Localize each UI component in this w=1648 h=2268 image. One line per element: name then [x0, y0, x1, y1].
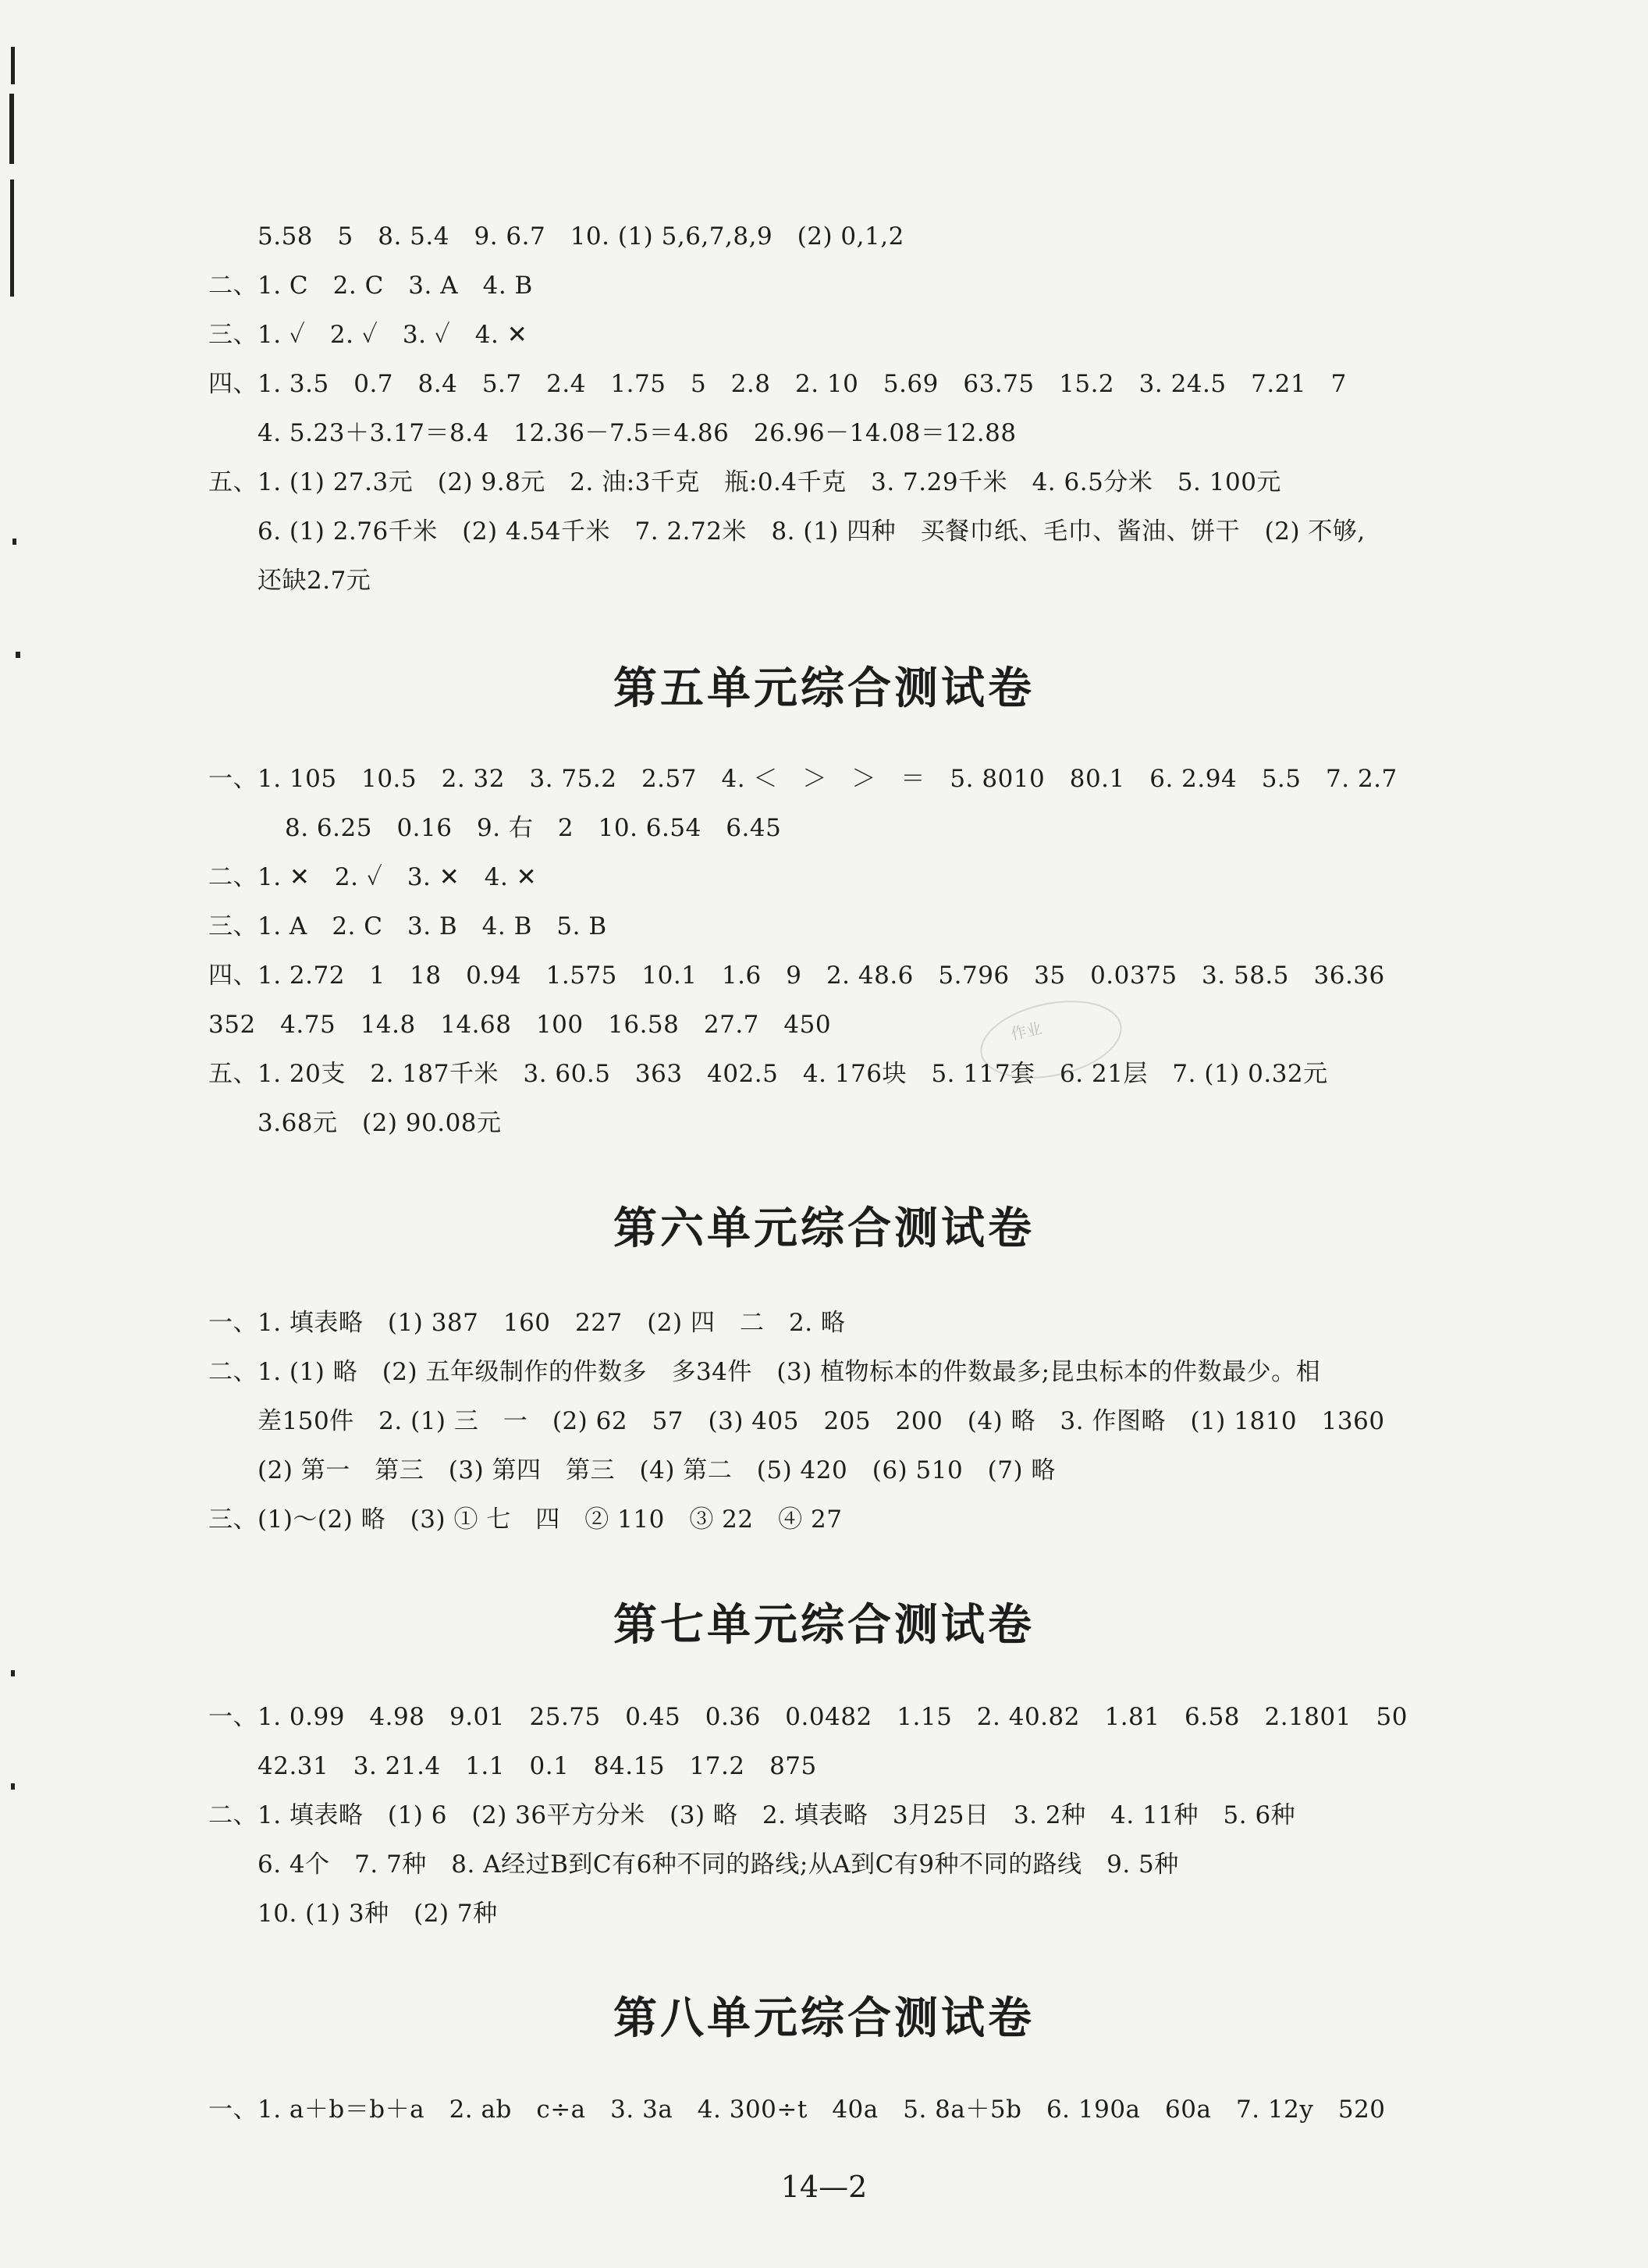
answer-line: 二、1. ✕ 2. ✓ 3. ✕ 4. ✕	[208, 863, 538, 891]
answer-line: 10. (1) 3种 (2) 7种	[258, 1900, 498, 1928]
answer-line: 3.68元 (2) 90.08元	[258, 1109, 502, 1137]
scan-edge-mark	[11, 47, 15, 84]
answer-line: 三、1. A 2. C 3. B 4. B 5. B	[208, 912, 607, 940]
scan-edge-mark	[11, 1783, 15, 1790]
answer-line: (2) 第一 第三 (3) 第四 第三 (4) 第二 (5) 420 (6) 510 (7) 略	[258, 1456, 1056, 1484]
answer-line: 二、1. (1) 略 (2) 五年级制作的件数多 多34件 (3) 植物标本的件数最多;昆虫标本的件数最少。相	[208, 1358, 1321, 1386]
answer-line: 6. 4个 7. 7种 8. A经过B到C有6种不同的路线;从A到C有9种不同的路线 9. 5种	[258, 1850, 1179, 1879]
answer-line: 四、1. 3.5 0.7 8.4 5.7 2.4 1.75 5 2.8 2. 10 5.69 63.75 15.2 3. 24.5 7.21 7	[208, 370, 1347, 398]
answer-line: 二、1. 填表略 (1) 6 (2) 36平方分米 (3) 略 2. 填表略 3月25日 3. 2种 4. 11种 5. 6种	[208, 1801, 1296, 1829]
answer-line: 一、1. 0.99 4.98 9.01 25.75 0.45 0.36 0.0482 1.15 2. 40.82 1.81 6.58 2.1801 50	[208, 1703, 1408, 1731]
answer-line: 8. 6.25 0.16 9. 右 2 10. 6.54 6.45	[285, 814, 782, 842]
answer-line: 5.58 5 8. 5.4 9. 6.7 10. (1) 5,6,7,8,9 (2) 0,1,2	[258, 222, 904, 251]
page-number: 14—2	[780, 2170, 868, 2204]
answer-line: 一、1. a＋b＝b＋a 2. ab c÷a 3. 3a 4. 300÷t 40a 5. 8a＋5b 6. 190a 60a 7. 12y 520	[208, 2096, 1386, 2124]
section-title: 第六单元综合测试卷	[613, 1203, 1035, 1254]
answer-line: 还缺2.7元	[258, 567, 371, 595]
answer-line: 4. 5.23＋3.17＝8.4 12.36－7.5＝4.86 26.96－14.08＝12.88	[258, 419, 1017, 447]
section-title: 第八单元综合测试卷	[613, 1992, 1035, 2044]
answer-line: 二、1. C 2. C 3. A 4. B	[208, 272, 533, 300]
answer-line: 42.31 3. 21.4 1.1 0.1 84.15 17.2 875	[258, 1752, 817, 1780]
answer-line: 差150件 2. (1) 三 一 (2) 62 57 (3) 405 205 200 (4) 略 3. 作图略 (1) 1810 1360	[258, 1407, 1385, 1435]
faint-stamp-text: 作业	[1009, 1018, 1044, 1043]
section-title: 第五单元综合测试卷	[613, 663, 1035, 714]
answer-line: 五、1. (1) 27.3元 (2) 9.8元 2. 油:3千克 瓶:0.4千克 3. 7.29千米 4. 6.5分米 5. 100元	[208, 468, 1281, 496]
answer-line: 一、1. 填表略 (1) 387 160 227 (2) 四 二 2. 略	[208, 1309, 846, 1337]
scan-edge-mark	[10, 180, 14, 297]
answer-line: 一、1. 105 10.5 2. 32 3. 75.2 2.57 4. ＜ ＞ ＞ ＝ 5. 8010 80.1 6. 2.94 5.5 7. 2.7	[208, 765, 1398, 793]
scan-edge-mark	[12, 539, 16, 545]
answer-line: 三、(1)～(2) 略 (3) ① 七 四 ② 110 ③ 22 ④ 27	[208, 1505, 843, 1534]
answer-line: 三、1. ✓ 2. ✓ 3. ✓ 4. ✕	[208, 321, 528, 349]
answer-line: 五、1. 20支 2. 187千米 3. 60.5 363 402.5 4. 176块 5. 117套 6. 21层 7. (1) 0.32元	[208, 1060, 1328, 1088]
answer-line: 352 4.75 14.8 14.68 100 16.58 27.7 450	[208, 1011, 832, 1039]
answer-line: 6. (1) 2.76千米 (2) 4.54千米 7. 2.72米 8. (1) 四种 买餐巾纸、毛巾、酱油、饼干 (2) 不够,	[258, 517, 1366, 546]
answer-line: 四、1. 2.72 1 18 0.94 1.575 10.1 1.6 9 2. 48.6 5.796 35 0.0375 3. 58.5 36.36	[208, 962, 1385, 990]
scan-edge-mark	[9, 94, 14, 164]
scan-edge-mark	[11, 1670, 15, 1676]
section-title: 第七单元综合测试卷	[613, 1599, 1035, 1651]
